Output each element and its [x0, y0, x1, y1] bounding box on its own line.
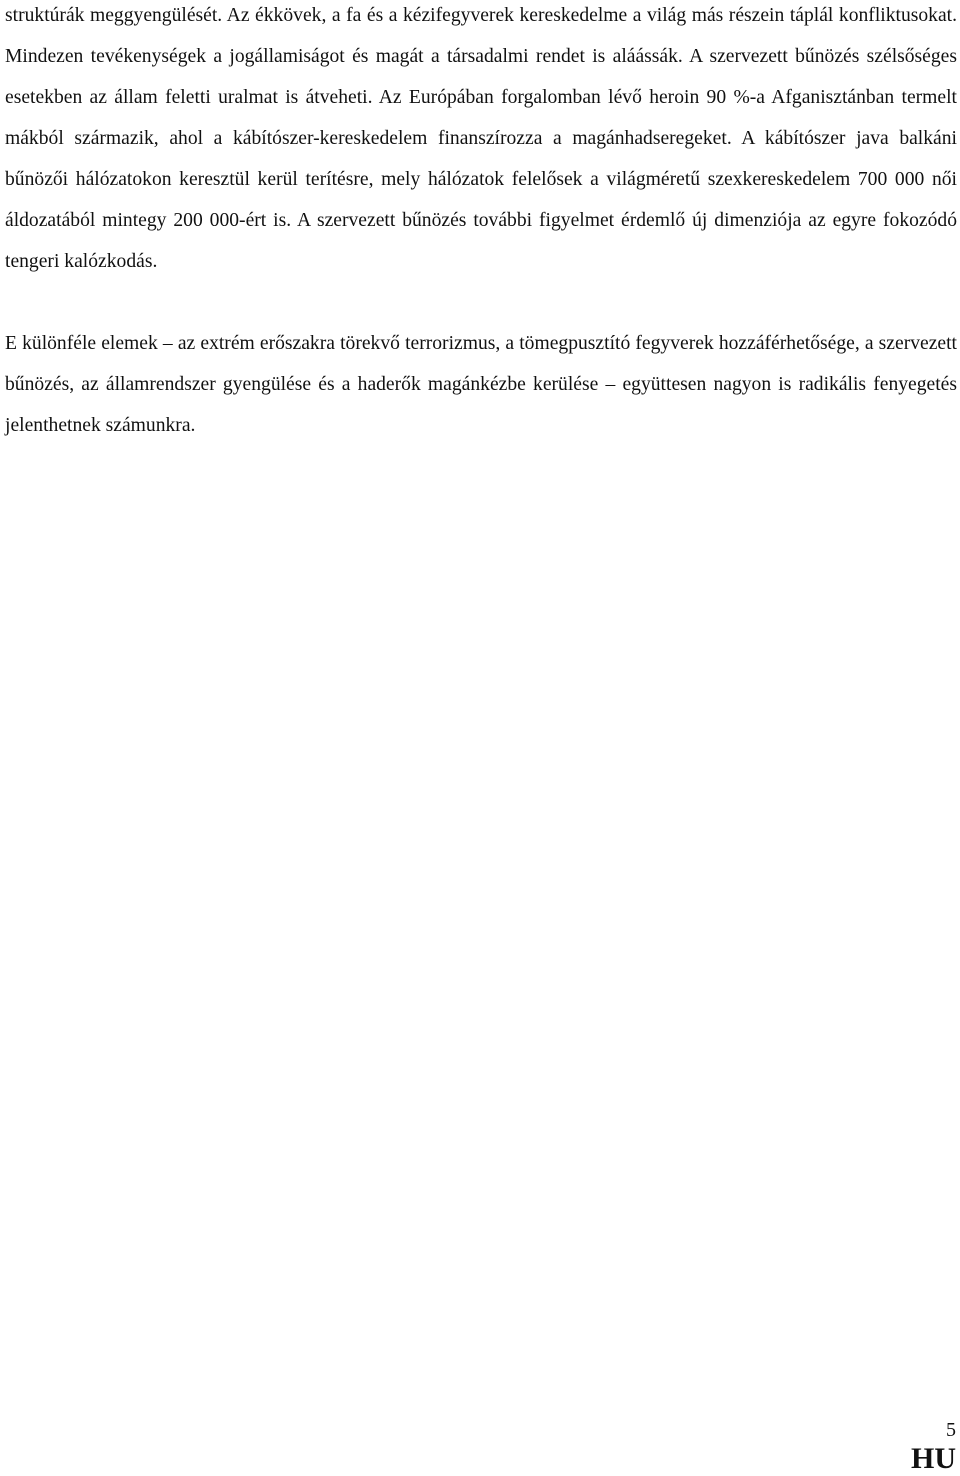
document-body [5, 0, 957, 446]
page-number: 5 [946, 1419, 956, 1441]
body-paragraph: struktúrák meggyengülését. Az ékkövek, a fa és a kézifegyverek kereskedelme a világ más részein táplál konfliktusokat. Mindezen tevékenységek a jogállamiságot és magát a társadalmi rendet is aláássák. A szervezett bűnözés szélsőséges esetekben az állam feletti uralmat is átveheti. Az Európában forgalomban lévő heroin 90 %-a Afganisztánban termelt mákból származik, ahol a kábítószer-kereskedelem finanszírozza a magánhadseregeket. A kábítószer java balkáni bűnözői hálózatokon keresztül kerül terítésre, mely hálózatok felelősek a világméretű szexkereskedelem 700 000 női áldozatából mintegy 200 000-ért is. A szervezett bűnözés további figyelmet érdemlő új dimenziója az egyre fokozódó tengeri kalózkodás. [5, 5, 957, 272]
body-paragraph: E különféle elemek – az extrém erőszakra törekvő terrorizmus, a tömegpusztító fegyverek hozzáférhetősége, a szervezett bűnözés, az államrendszer gyengülése és a haderők magánkézbe kerülése – együttesen nagyon is radikális fenyegetés jelenthetnek számunkra. [5, 333, 957, 436]
country-code: HU [911, 1442, 956, 1475]
